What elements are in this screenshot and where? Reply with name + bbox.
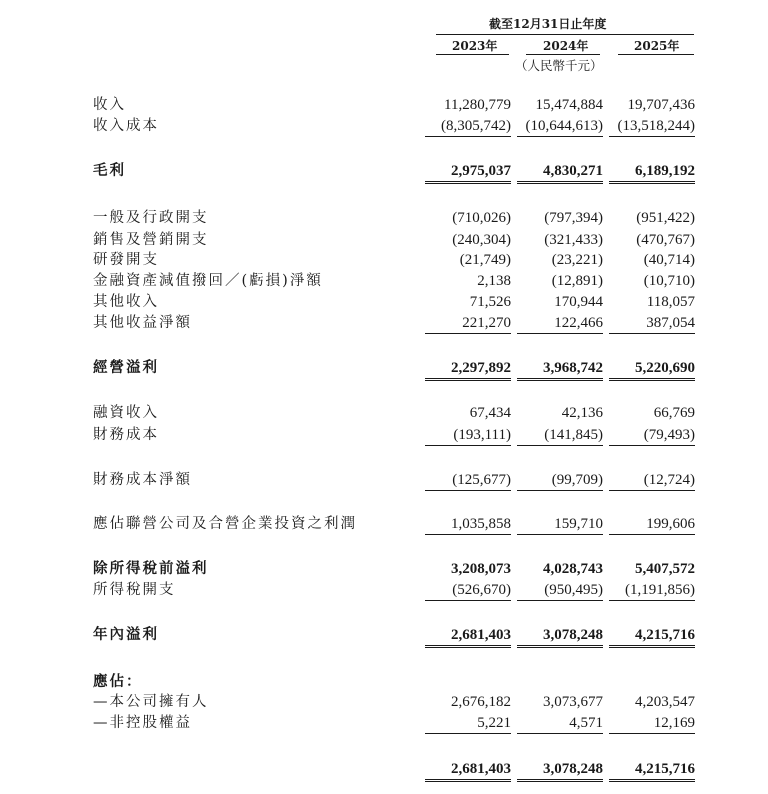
row-gross-profit	[0, 161, 768, 181]
value-2023: 2,681,403	[425, 625, 511, 648]
period-title-rule	[436, 34, 694, 35]
value-2025: 5,407,572	[635, 561, 695, 577]
value-2025: (40,714)	[643, 252, 695, 268]
value-2023: 5,221	[425, 713, 511, 734]
row-finance-income	[0, 403, 768, 423]
row-share-of-profits	[0, 514, 768, 534]
year-header-2024: 2024年	[543, 39, 589, 53]
row-label: 年內溢利	[93, 626, 159, 643]
row-label: 財務成本淨額	[93, 472, 192, 488]
value-2023: 1,035,858	[425, 514, 511, 535]
value-2024: 3,968,742	[517, 358, 603, 381]
row-label: 經營溢利	[93, 359, 159, 376]
row-label: 應佔聯營公司及合營企業投資之利潤	[93, 516, 357, 532]
value-2025: (951,422)	[636, 210, 695, 226]
value-2024: 3,078,248	[517, 759, 603, 782]
value-2023: 2,676,182	[451, 694, 511, 710]
row-non-controlling	[0, 713, 768, 733]
row-label: 毛利	[93, 162, 126, 179]
value-2024: 170,944	[554, 294, 603, 310]
value-2023: 3,208,073	[451, 561, 511, 577]
value-2025: 5,220,690	[609, 358, 695, 381]
value-2023: (8,305,742)	[425, 116, 511, 137]
value-2024: 4,830,271	[517, 161, 603, 184]
row-label: 研發開支	[93, 252, 159, 268]
row-attributable-to	[0, 672, 768, 692]
row-label: 融資收入	[93, 405, 159, 421]
value-2024: (797,394)	[544, 210, 603, 226]
row-label: 一般及行政開支	[93, 210, 209, 226]
value-2024: (321,433)	[544, 232, 603, 248]
value-2024: 159,710	[517, 514, 603, 535]
value-2023: 71,526	[469, 294, 511, 310]
value-2025: 4,215,716	[609, 759, 695, 782]
value-2025: 4,215,716	[609, 625, 695, 648]
value-2024: 3,078,248	[517, 625, 603, 648]
year-header-2025: 2025年	[634, 39, 680, 53]
row-net-finance-costs	[0, 470, 768, 490]
value-2025: 6,189,192	[609, 161, 695, 184]
value-2025: (470,767)	[636, 232, 695, 248]
row-admin-expenses	[0, 208, 768, 228]
row-label: 收入	[93, 97, 126, 113]
value-2023: 2,681,403	[425, 759, 511, 782]
value-2024: 3,073,677	[543, 694, 603, 710]
value-2024: (141,845)	[517, 425, 603, 446]
row-finance-costs	[0, 425, 768, 445]
row-label: 收入成本	[93, 118, 159, 134]
value-2024: (10,644,613)	[517, 116, 603, 137]
value-2023: 2,975,037	[425, 161, 511, 184]
value-2025: 19,707,436	[627, 97, 695, 113]
value-2023: 11,280,779	[444, 97, 511, 113]
value-2023: 221,270	[425, 313, 511, 334]
currency-note: （人民幣千元）	[515, 58, 603, 73]
row-label: 所得稅開支	[93, 582, 176, 598]
period-title: 截至12月31日止年度	[489, 17, 607, 31]
value-2025: 12,169	[609, 713, 695, 734]
value-2024: (950,495)	[517, 580, 603, 601]
year-header-rule-2025	[618, 54, 694, 55]
value-2024: 4,571	[517, 713, 603, 734]
value-2023: (125,677)	[425, 470, 511, 491]
value-2023: 67,434	[469, 405, 511, 421]
value-2024: 15,474,884	[535, 97, 603, 113]
row-label: —本公司擁有人	[93, 694, 209, 710]
value-2023: (240,304)	[452, 232, 511, 248]
row-cost-of-revenue	[0, 116, 768, 136]
value-2025: 4,203,547	[635, 694, 695, 710]
value-2023: 2,297,892	[425, 358, 511, 381]
year-header-rule-2023	[436, 54, 509, 55]
value-2025: 387,054	[609, 313, 695, 334]
value-2023: (526,670)	[425, 580, 511, 601]
year-header-rule-2024	[526, 54, 600, 55]
value-2025: 66,769	[653, 405, 695, 421]
value-2024: 122,466	[517, 313, 603, 334]
value-2024: 4,028,743	[543, 561, 603, 577]
value-2025: (12,724)	[609, 470, 695, 491]
row-revenue	[0, 95, 768, 115]
row-owners	[0, 692, 768, 712]
row-other-income	[0, 292, 768, 312]
value-2024: (12,891)	[551, 273, 603, 289]
value-2025: (79,493)	[609, 425, 695, 446]
row-label: —非控股權益	[93, 715, 192, 731]
value-2024: 42,136	[561, 405, 603, 421]
row-label: 除所得稅前溢利	[93, 560, 209, 577]
value-2024: (23,221)	[551, 252, 603, 268]
year-header-2023: 2023年	[452, 39, 498, 53]
value-2025: (13,518,244)	[609, 116, 695, 137]
row-label: 銷售及營銷開支	[93, 232, 209, 248]
row-attributable-total	[0, 759, 768, 779]
row-rd-expenses	[0, 250, 768, 270]
row-label: 其他收入	[93, 294, 159, 310]
row-income-tax	[0, 580, 768, 600]
value-2023: (193,111)	[425, 425, 511, 446]
value-2025: 118,057	[646, 294, 695, 310]
value-2023: 2,138	[477, 273, 511, 289]
row-profit-for-year	[0, 625, 768, 645]
value-2025: 199,606	[609, 514, 695, 535]
row-impairment	[0, 271, 768, 291]
value-2023: (21,749)	[459, 252, 511, 268]
row-label: 應佔：	[93, 673, 143, 690]
row-other-gains	[0, 313, 768, 333]
row-selling-expenses	[0, 230, 768, 250]
row-label: 其他收益淨額	[93, 315, 192, 331]
value-2024: (99,709)	[517, 470, 603, 491]
row-profit-before-tax	[0, 559, 768, 579]
row-operating-profit	[0, 358, 768, 378]
row-label: 財務成本	[93, 427, 159, 443]
value-2025: (1,191,856)	[609, 580, 695, 601]
value-2025: (10,710)	[643, 273, 695, 289]
value-2023: (710,026)	[452, 210, 511, 226]
row-label: 金融資產減值撥回／(虧損)淨額	[93, 273, 323, 289]
